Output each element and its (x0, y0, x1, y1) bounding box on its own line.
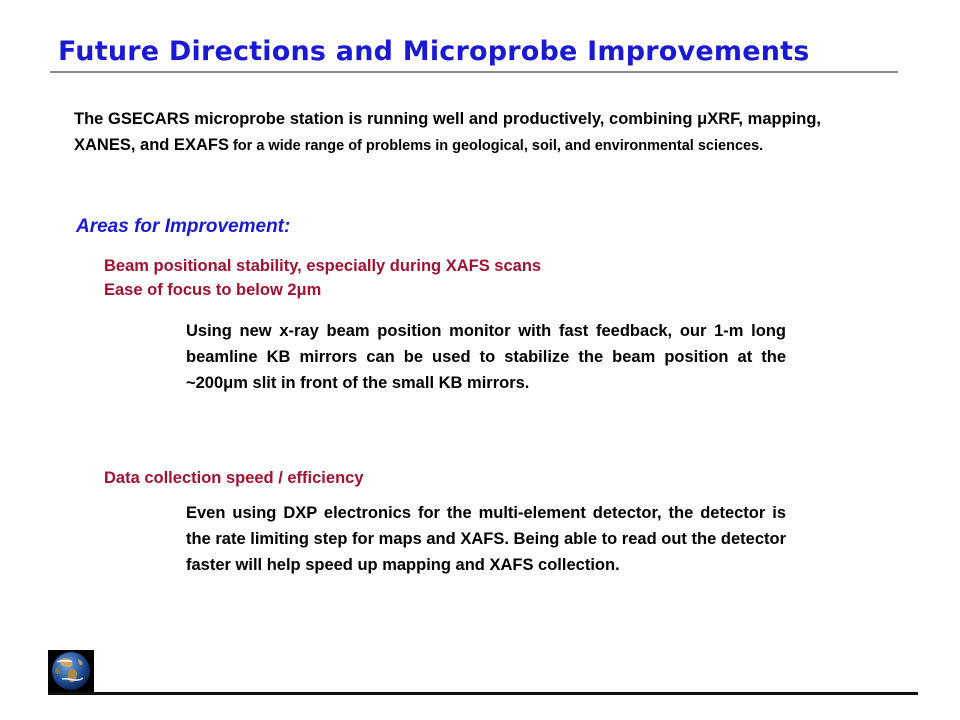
detail-paragraph-detector: Even using DXP electronics for the multi-element detector, the detector is the rate limiting step for maps and XAFS. Being able to read out the detector faster will help speed up mapping and XAFS collection. (186, 504, 786, 574)
slide-title: Future Directions and Microprobe Improvements (58, 36, 810, 67)
detail-paragraph-beam: Using new x-ray beam position monitor with fast feedback, our 1-m long beamline KB mirrors can be used to stabilize the beam position at the ~200μm slit in front of the small KB mirrors. (186, 322, 786, 392)
title-underline (50, 71, 898, 73)
earth-globe-icon (48, 650, 94, 692)
intro-paragraph (74, 106, 821, 159)
footer-rule (48, 692, 918, 695)
issue-data-speed: Data collection speed / efficiency (104, 469, 364, 487)
issue-focus: Ease of focus to below 2μm (104, 281, 322, 299)
intro-main-text: The GSECARS microprobe station is running well and productively, combining μXRF, mapping, XANES, and EXAFS (74, 110, 821, 154)
issue-beam-stability: Beam positional stability, especially during XAFS scans (104, 257, 542, 275)
earth-globe-graphic (48, 650, 94, 692)
intro-tail-text: for a wide range of problems in geological, soil, and environmental sciences. (228, 138, 764, 154)
section-heading: Areas for Improvement: (76, 216, 291, 237)
